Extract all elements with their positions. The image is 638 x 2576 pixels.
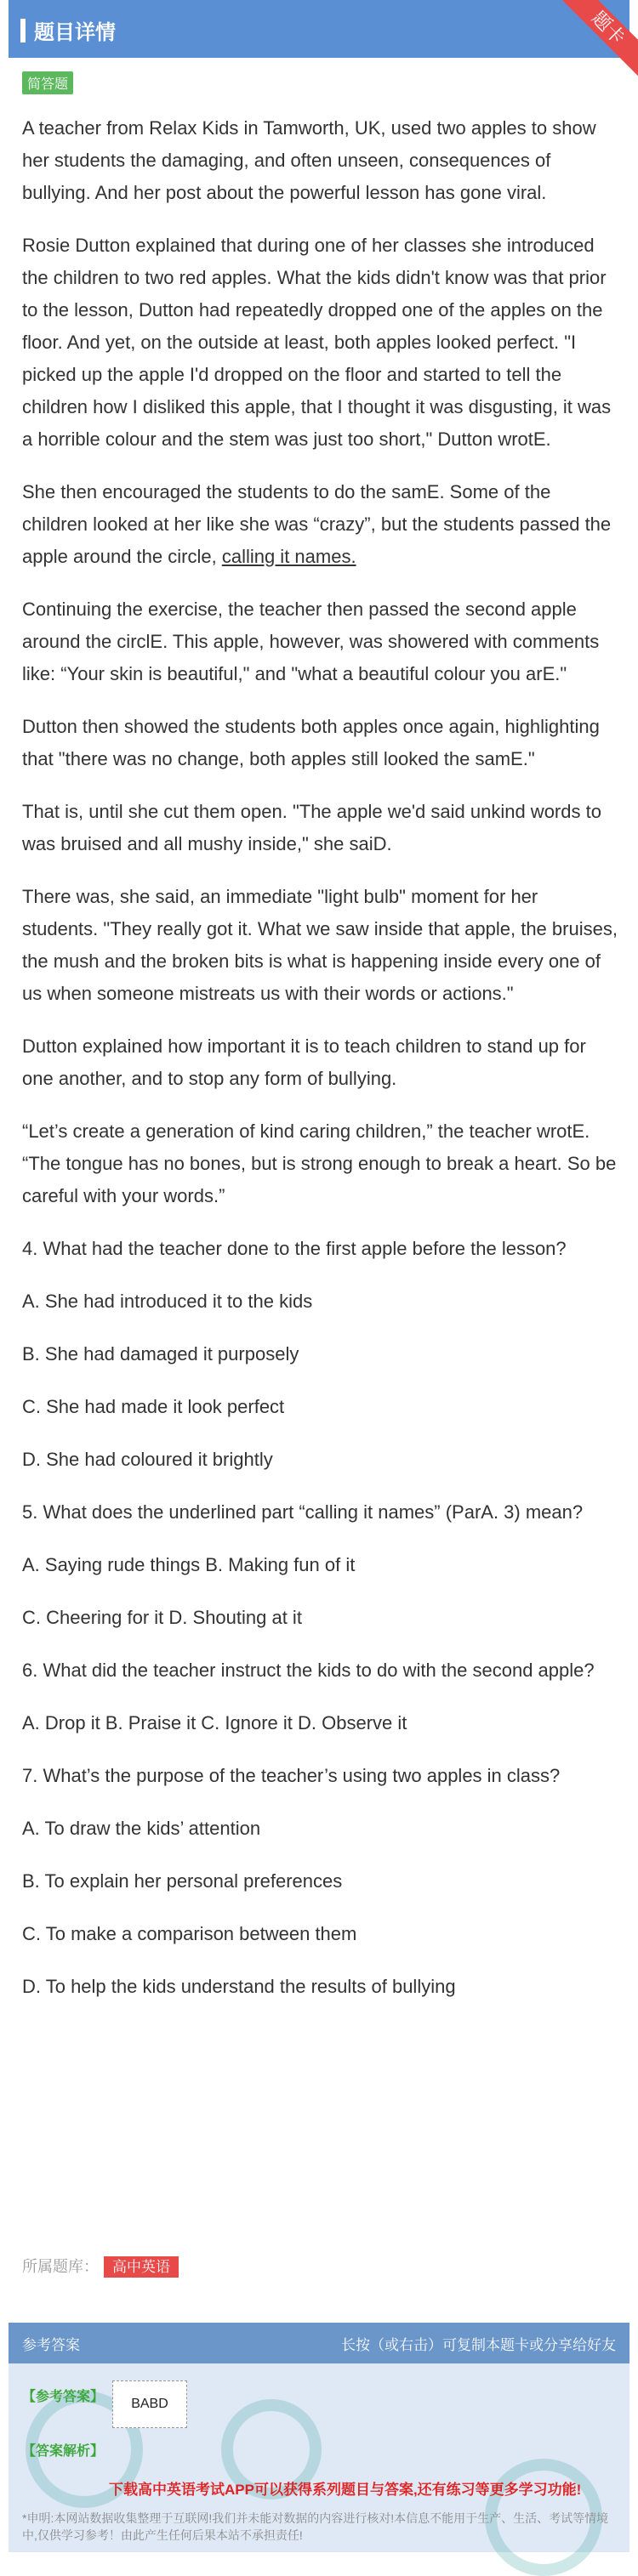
question-type-badge: 简答题	[22, 71, 73, 94]
answer-option: C. Cheering for it D. Shouting at it	[22, 1607, 302, 1628]
answer-option: D. She had coloured it brightly	[22, 1449, 273, 1470]
answer-option: A. She had introduced it to the kids	[22, 1291, 313, 1312]
ribbon-label: 题卡	[561, 0, 638, 77]
answer-image: BABD	[112, 2380, 187, 2428]
answer-option: B. She had damaged it purposely	[22, 1343, 299, 1365]
passage-paragraph: Dutton then showed the students both apples once again, highlighting that "there was no change, both apples still looked the samE."	[22, 716, 600, 769]
reference-answer-label: 【参考答案】	[22, 2390, 105, 2404]
passage-paragraph: Rosie Dutton explained that during one of her classes she introduced the children to two red apples. What the kids didn't know was that prior to the lesson, Dutton had repeatedly dropped one of the apples on the floor. And yet, on the outside at least, both apples looked perfect. "I picked up the apple I'd dropped on the floor and started to tell the children how I disliked this apple, that I thought it was disgusting, it was a horrible colour and the stem was just too short," Dutton wrotE.	[22, 235, 612, 450]
page-title: 题目详情	[34, 21, 116, 44]
answer-panel-title: 参考答案	[22, 2337, 80, 2353]
header-accent-bar	[20, 19, 26, 43]
question-stem: 7. What’s the purpose of the teacher’s using two apples in class?	[22, 1765, 561, 1786]
corner-ribbon[interactable]	[561, 0, 638, 77]
question-stem: 4. What had the teacher done to the first apple before the lesson?	[22, 1238, 567, 1259]
passage-paragraph: Continuing the exercise, the teacher then passed the second apple around the circlE. This apple, however, was showered with comments like: “Your skin is beautiful," and "what a beautiful colour you arE."	[22, 599, 600, 684]
share-hint: 长按（或右击）可复制本题卡或分享给好友	[341, 2337, 616, 2353]
page-header	[9, 0, 629, 58]
answer-option: C. To make a comparison between them	[22, 1923, 357, 1944]
passage-paragraph: A teacher from Relax Kids in Tamworth, UK, used two apples to show her students the damaging, and often unseen, consequences of bullying. And her post about the powerful lesson has gone viral.	[22, 117, 596, 203]
answer-option: D. To help the kids understand the results of bullying	[22, 1976, 456, 1997]
download-app-link[interactable]: 下载高中英语考试APP可以获得系列题目与答案,还有练习等更多学习功能!	[109, 2482, 582, 2498]
bank-label: 所属题库：	[22, 2258, 99, 2275]
answer-option: A. To draw the kids’ attention	[22, 1818, 261, 1839]
passage-paragraph	[22, 476, 618, 573]
passage-paragraph: There was, she said, an immediate "light bulb" moment for her students. "They really got it. What we saw inside that apple, the bruises, the mush and the broken bits is what is happening inside every one of us when someone mistreats us with their words or actions."	[22, 886, 618, 1004]
disclaimer-text: *申明:本网站数据收集整理于互联网!我们并未能对数据的内容进行核对!本信息不能用于生产、生活、考试等情境中,仅供学习参考！由此产生任何后果本站不承担责任!	[22, 2511, 609, 2542]
bank-tag[interactable]: 高中英语	[104, 2256, 179, 2278]
passage-text: She then encouraged the students to do the samE. Some of the children looked at her like she was “crazy”, but the students passed the apple around the circle,	[22, 481, 612, 567]
analysis-label: 【答案解析】	[22, 2444, 105, 2459]
question-stem: 5. What does the underlined part “calling it names” (ParA. 3) mean?	[22, 1501, 584, 1523]
answer-option: A. Drop it B. Praise it C. Ignore it D. Observe it	[22, 1712, 407, 1733]
answer-option: C. She had made it look perfect	[22, 1396, 285, 1417]
underlined-phrase: calling it names.	[221, 546, 356, 567]
answer-panel-header	[9, 2323, 629, 2363]
answer-option: A. Saying rude things B. Making fun of it	[22, 1554, 356, 1575]
passage-paragraph: Dutton explained how important it is to teach children to stand up for one another, and to stop any form of bullying.	[22, 1036, 586, 1089]
answer-option: B. To explain her personal preferences	[22, 1870, 343, 1892]
passage-paragraph: That is, until she cut them open. "The apple we'd said unkind words to was bruised and all mushy inside," she saiD.	[22, 801, 601, 854]
passage-paragraph: “Let’s create a generation of kind caring children,” the teacher wrotE. “The tongue has no bones, but is strong enough to break a heart. So be careful with your words.”	[22, 1121, 617, 1206]
question-stem: 6. What did the teacher instruct the kids to do with the second apple?	[22, 1660, 595, 1681]
question-bank	[22, 2255, 179, 2277]
question-content	[22, 112, 618, 2023]
answer-panel	[9, 2323, 629, 2552]
